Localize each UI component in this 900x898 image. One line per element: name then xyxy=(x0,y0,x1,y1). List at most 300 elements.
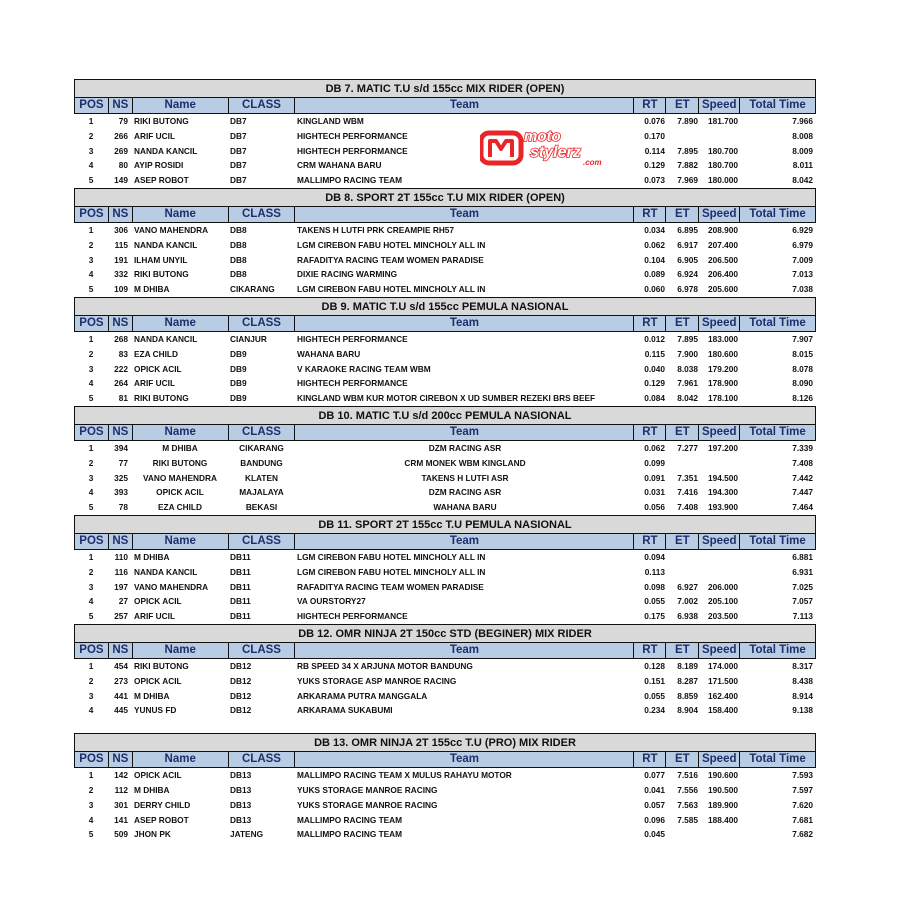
cell-class: BANDUNG xyxy=(240,457,283,468)
cell-et: 8.189 xyxy=(677,660,698,671)
table-row xyxy=(74,158,816,173)
cell-speed: 188.400 xyxy=(708,814,738,825)
cell-ns: 191 xyxy=(114,254,128,265)
cell-pos: 2 xyxy=(88,784,94,795)
cell-et: 6.917 xyxy=(677,239,698,250)
cell-total-time: 7.620 xyxy=(792,799,813,810)
cell-ns: 273 xyxy=(114,675,128,686)
column-header-class: CLASS xyxy=(229,425,296,440)
cell-rt: 0.234 xyxy=(644,705,665,716)
cell-total-time: 7.009 xyxy=(792,254,813,265)
table-row xyxy=(74,768,816,783)
cell-speed: 205.100 xyxy=(708,596,738,607)
cell-team: VA OURSTORY27 xyxy=(297,596,366,607)
cell-ns: 264 xyxy=(114,378,128,389)
cell-class: DB11 xyxy=(230,566,251,577)
column-header-pos: POS xyxy=(75,534,109,549)
column-header-class: CLASS xyxy=(229,534,296,549)
cell-rt: 0.055 xyxy=(644,690,665,701)
cell-class: BEKASI xyxy=(245,502,278,513)
table-row xyxy=(74,223,816,238)
cell-rt: 0.129 xyxy=(644,378,665,389)
cell-ns: 301 xyxy=(114,799,128,810)
cell-total-time: 7.597 xyxy=(792,784,813,795)
cell-class: DB13 xyxy=(230,784,252,795)
cell-et: 6.895 xyxy=(677,224,698,235)
column-header-speed: Speed xyxy=(699,316,740,331)
cell-ns: 149 xyxy=(114,175,128,186)
cell-total-time: 7.681 xyxy=(792,814,813,825)
cell-speed: 193.900 xyxy=(708,502,738,513)
table-row xyxy=(74,550,816,565)
cell-name: NANDA KANCIL xyxy=(134,333,198,344)
cell-pos: 4 xyxy=(88,487,94,498)
table-row xyxy=(74,689,816,704)
cell-et: 6.938 xyxy=(677,611,698,622)
column-header-name: Name xyxy=(133,643,229,658)
cell-rt: 0.089 xyxy=(644,269,665,280)
column-header-team: Team xyxy=(295,425,634,440)
cell-speed xyxy=(700,129,741,144)
cell-team: KINGLAND WBM xyxy=(297,116,364,126)
cell-class: DB12 xyxy=(230,675,252,686)
cell-et: 7.585 xyxy=(677,814,698,825)
cell-team: LGM CIREBON FABU HOTEL MINCHOLY ALL IN xyxy=(297,239,486,250)
cell-rt: 0.115 xyxy=(644,348,665,359)
cell-class: JATENG xyxy=(230,829,264,840)
cell-pos: 5 xyxy=(88,284,94,295)
cell-name: VANO MAHENDRA xyxy=(134,581,209,592)
cell-speed: 194.300 xyxy=(708,487,738,498)
cell-team: MALLIMPO RACING TEAM xyxy=(297,814,403,825)
cell-class: DB12 xyxy=(230,705,252,716)
column-header-pos: POS xyxy=(75,207,109,222)
cell-team: DZM RACING ASR xyxy=(428,442,502,453)
cell-ns: 306 xyxy=(114,224,128,235)
cell-total-time: 7.442 xyxy=(792,472,813,483)
cell-et: 6.924 xyxy=(677,269,698,280)
column-header-et: ET xyxy=(666,98,699,113)
cell-speed xyxy=(700,550,741,565)
table-row xyxy=(74,114,816,129)
cell-team: TAKENS H LUTFI PRK CREAMPIE RH57 xyxy=(297,224,455,235)
cell-class: DB8 xyxy=(230,224,247,235)
cell-rt: 0.128 xyxy=(644,660,665,671)
cell-team: ARKARAMA PUTRA MANGGALA xyxy=(297,690,428,701)
cell-ns: 112 xyxy=(114,784,128,795)
cell-team: YUKS STORAGE MANROE RACING xyxy=(297,799,438,810)
column-header-class: CLASS xyxy=(229,98,296,113)
cell-pos: 4 xyxy=(88,160,94,171)
cell-ns: 83 xyxy=(118,348,128,359)
cell-total-time: 7.339 xyxy=(792,442,813,453)
cell-ns: 268 xyxy=(114,333,128,344)
column-header-pos: POS xyxy=(75,643,109,658)
cell-speed: 180.700 xyxy=(708,145,738,156)
column-header-name: Name xyxy=(133,534,229,549)
cell-rt: 0.073 xyxy=(644,175,665,186)
cell-name: RIKI BUTONG xyxy=(134,269,189,280)
cell-speed: 203.500 xyxy=(708,611,738,622)
cell-total-time: 7.057 xyxy=(792,596,813,607)
column-header-pos: POS xyxy=(75,752,109,767)
cell-name: ARIF UCIL xyxy=(134,130,176,141)
cell-name: M DHIBA xyxy=(134,551,170,562)
cell-total-time: 7.907 xyxy=(792,333,813,344)
cell-rt: 0.057 xyxy=(644,799,665,810)
cell-pos: 3 xyxy=(88,799,94,810)
cell-team: ARKARAMA SUKABUMI xyxy=(297,705,393,716)
cell-ns: 115 xyxy=(114,239,128,250)
cell-name: NANDA KANCIL xyxy=(134,566,198,577)
cell-speed: 171.500 xyxy=(708,675,738,686)
table-row xyxy=(74,441,816,456)
column-header-team: Team xyxy=(295,316,634,331)
column-header-total-time: Total Time xyxy=(749,316,806,329)
cell-team: HIGHTECH PERFORMANCE xyxy=(297,130,408,141)
cell-total-time: 7.113 xyxy=(792,611,813,622)
cell-ns: 269 xyxy=(114,145,128,156)
cell-team: RAFADITYA RACING TEAM WOMEN PARADISE xyxy=(297,254,484,265)
cell-class: DB9 xyxy=(230,363,247,374)
cell-name: VANO MAHENDRA xyxy=(134,224,209,235)
cell-et xyxy=(667,456,700,471)
cell-name: AYIP ROSIDI xyxy=(134,160,184,171)
column-header-row xyxy=(74,315,816,332)
column-header-pos: POS xyxy=(75,98,109,113)
table-row xyxy=(74,347,816,362)
column-header-class: CLASS xyxy=(229,316,296,331)
cell-speed: 206.500 xyxy=(708,254,738,265)
cell-name: OPICK ACIL xyxy=(134,363,182,374)
cell-rt: 0.114 xyxy=(644,145,665,156)
cell-total-time: 7.464 xyxy=(792,502,813,513)
cell-name: NANDA KANCIL xyxy=(134,145,198,156)
cell-team: HIGHTECH PERFORMANCE xyxy=(297,333,408,344)
section-title: DB 9. MATIC T.U s/d 155cc PEMULA NASIONAL xyxy=(74,297,816,315)
cell-et: 8.859 xyxy=(677,690,698,701)
cell-class: CIKARANG xyxy=(230,284,275,295)
cell-et xyxy=(667,565,700,580)
table-row xyxy=(74,813,816,828)
cell-rt: 0.056 xyxy=(644,502,665,513)
results-section xyxy=(74,733,816,842)
table-row xyxy=(74,565,816,580)
cell-team: RAFADITYA RACING TEAM WOMEN PARADISE xyxy=(297,581,484,592)
cell-team: MALLIMPO RACING TEAM xyxy=(297,175,403,186)
column-header-total-time: Total Time xyxy=(749,425,806,438)
cell-total-time: 7.038 xyxy=(792,284,813,295)
cell-speed: 205.600 xyxy=(708,284,738,295)
cell-total-time: 8.317 xyxy=(792,660,813,671)
cell-speed: 178.900 xyxy=(708,378,738,389)
cell-class: CIANJUR xyxy=(230,333,267,344)
cell-ns: 78 xyxy=(118,502,128,513)
column-header-row xyxy=(74,206,816,223)
cell-team: WAHANA BARU xyxy=(297,348,361,359)
cell-et: 7.895 xyxy=(677,145,698,156)
cell-pos: 3 xyxy=(88,690,94,701)
cell-rt: 0.170 xyxy=(644,130,665,141)
cell-team: CRM MONEK WBM KINGLAND xyxy=(404,457,526,468)
cell-rt: 0.062 xyxy=(644,442,665,453)
cell-pos: 2 xyxy=(88,130,94,141)
cell-class: DB12 xyxy=(230,690,252,701)
cell-class: DB8 xyxy=(230,269,247,280)
cell-team: RB SPEED 34 X ARJUNA MOTOR BANDUNG xyxy=(297,660,473,671)
cell-et: 7.002 xyxy=(677,596,698,607)
column-header-speed: Speed xyxy=(699,425,740,440)
cell-et: 6.978 xyxy=(677,284,698,295)
column-header-total-time: Total Time xyxy=(749,753,806,766)
cell-pos: 3 xyxy=(88,145,94,156)
m-badge-icon xyxy=(481,133,521,163)
column-header-rt: RT xyxy=(634,207,666,222)
cell-speed: 189.900 xyxy=(708,799,738,810)
table-row xyxy=(74,798,816,813)
cell-et xyxy=(667,827,700,842)
table-row xyxy=(74,659,816,674)
column-header-row xyxy=(74,97,816,114)
cell-et: 7.516 xyxy=(677,770,698,781)
cell-speed: 190.600 xyxy=(708,770,738,781)
cell-team: LGM CIREBON FABU HOTEL MINCHOLY ALL IN xyxy=(297,284,486,295)
table-row xyxy=(74,362,816,377)
column-header-row xyxy=(74,642,816,659)
cell-speed: 174.000 xyxy=(708,660,738,671)
column-header-ns: NS xyxy=(109,98,133,113)
results-section xyxy=(74,624,816,718)
column-header-team: Team xyxy=(295,207,634,222)
cell-name: JHON PK xyxy=(134,829,171,840)
cell-pos: 2 xyxy=(88,348,94,359)
column-header-speed: Speed xyxy=(699,643,740,658)
cell-et: 7.351 xyxy=(677,472,698,483)
column-header-row xyxy=(74,533,816,550)
section-title: DB 10. MATIC T.U s/d 200cc PEMULA NASIONAL xyxy=(74,406,816,424)
table-row xyxy=(74,783,816,798)
column-header-rt: RT xyxy=(634,316,666,331)
cell-et xyxy=(667,129,700,144)
column-header-total-time: Total Time xyxy=(749,207,806,220)
cell-speed xyxy=(700,827,741,842)
logo-text-com: .com xyxy=(583,158,602,167)
section-title: DB 8. SPORT 2T 155cc T.U MIX RIDER (OPEN) xyxy=(74,188,816,206)
cell-et: 7.277 xyxy=(677,442,698,453)
cell-team: TAKENS H LUTFI ASR xyxy=(421,472,509,483)
column-header-team: Team xyxy=(295,98,634,113)
cell-class: DB7 xyxy=(230,145,247,156)
cell-name: RIKI BUTONG xyxy=(152,457,208,468)
column-header-ns: NS xyxy=(109,752,133,767)
cell-team: HIGHTECH PERFORMANCE xyxy=(297,378,408,389)
cell-name: ASEP ROBOT xyxy=(134,175,189,186)
column-header-name: Name xyxy=(133,207,229,222)
cell-name: OPICK ACIL xyxy=(134,675,182,686)
cell-pos: 4 xyxy=(88,378,94,389)
logo-text-stylerz: stylerz xyxy=(530,144,581,161)
cell-class: DB12 xyxy=(230,660,252,671)
cell-pos: 2 xyxy=(88,239,94,250)
column-header-team: Team xyxy=(295,534,634,549)
table-row xyxy=(74,144,816,159)
cell-class: CIKARANG xyxy=(239,442,284,453)
cell-et: 7.882 xyxy=(677,160,698,171)
cell-et: 7.408 xyxy=(677,502,698,513)
table-row xyxy=(74,238,816,253)
cell-name: OPICK ACIL xyxy=(134,596,182,607)
column-header-et: ET xyxy=(666,425,699,440)
cell-pos: 3 xyxy=(88,581,94,592)
cell-name: RIKI BUTONG xyxy=(134,116,189,126)
cell-total-time: 7.408 xyxy=(792,457,813,468)
cell-rt: 0.062 xyxy=(644,239,665,250)
cell-ns: 197 xyxy=(114,581,128,592)
table-row xyxy=(74,609,816,624)
column-header-ns: NS xyxy=(109,534,133,549)
cell-ns: 332 xyxy=(114,269,128,280)
column-header-speed: Speed xyxy=(699,752,740,767)
section-title: DB 7. MATIC T.U s/d 155cc MIX RIDER (OPEN) xyxy=(74,79,816,97)
cell-total-time: 6.979 xyxy=(792,239,813,250)
cell-rt: 0.045 xyxy=(644,829,665,840)
cell-speed: 181.700 xyxy=(708,116,738,126)
cell-class: DB11 xyxy=(230,596,251,607)
cell-total-time: 6.881 xyxy=(792,551,813,562)
cell-class: DB11 xyxy=(230,611,251,622)
cell-ns: 142 xyxy=(114,770,128,781)
cell-rt: 0.040 xyxy=(644,363,665,374)
cell-name: YUNUS FD xyxy=(134,705,177,716)
cell-total-time: 7.682 xyxy=(792,829,813,840)
results-section xyxy=(74,406,816,515)
results-section xyxy=(74,79,816,188)
cell-total-time: 9.138 xyxy=(792,705,813,716)
cell-class: DB7 xyxy=(230,160,247,171)
cell-ns: 454 xyxy=(114,660,128,671)
cell-et: 7.416 xyxy=(677,487,698,498)
column-header-pos: POS xyxy=(75,316,109,331)
cell-pos: 5 xyxy=(88,502,94,513)
cell-team: WAHANA BARU xyxy=(433,502,497,513)
table-row xyxy=(74,827,816,842)
cell-speed: 178.100 xyxy=(708,393,738,404)
cell-name: EZA CHILD xyxy=(158,502,202,513)
cell-pos: 1 xyxy=(88,551,94,562)
cell-rt: 0.060 xyxy=(644,284,665,295)
column-header-name: Name xyxy=(133,98,229,113)
section-spacer xyxy=(74,718,816,733)
cell-team: HIGHTECH PERFORMANCE xyxy=(297,145,408,156)
cell-class: DB9 xyxy=(230,393,247,404)
cell-speed: 162.400 xyxy=(708,690,738,701)
motostylerz-logo xyxy=(480,125,606,167)
cell-speed: 206.000 xyxy=(708,581,738,592)
column-header-et: ET xyxy=(666,207,699,222)
cell-total-time: 6.929 xyxy=(792,224,813,235)
cell-class: DB9 xyxy=(230,378,247,389)
section-title: DB 12. OMR NINJA 2T 150cc STD (BEGINER) MIX RIDER xyxy=(74,624,816,642)
cell-name: DERRY CHILD xyxy=(134,799,191,810)
column-header-ns: NS xyxy=(109,316,133,331)
cell-et: 6.905 xyxy=(677,254,698,265)
column-header-row xyxy=(74,751,816,768)
column-header-total-time: Total Time xyxy=(749,643,806,656)
results-section xyxy=(74,515,816,624)
column-header-et: ET xyxy=(666,752,699,767)
cell-class: DB7 xyxy=(230,116,247,126)
cell-team: DIXIE RACING WARMING xyxy=(297,269,398,280)
cell-rt: 0.094 xyxy=(644,551,665,562)
column-header-name: Name xyxy=(133,752,229,767)
cell-name: NANDA KANCIL xyxy=(134,239,198,250)
cell-team: HIGHTECH PERFORMANCE xyxy=(297,611,408,622)
column-header-speed: Speed xyxy=(699,534,740,549)
table-row xyxy=(74,580,816,595)
column-header-name: Name xyxy=(133,316,229,331)
cell-rt: 0.099 xyxy=(644,457,665,468)
cell-rt: 0.098 xyxy=(644,581,665,592)
cell-ns: 441 xyxy=(114,690,128,701)
cell-pos: 5 xyxy=(88,611,94,622)
cell-total-time: 8.009 xyxy=(792,145,813,156)
cell-pos: 1 xyxy=(88,770,94,781)
cell-total-time: 8.042 xyxy=(792,175,813,186)
cell-class: DB9 xyxy=(230,348,247,359)
cell-name: M DHIBA xyxy=(162,442,198,453)
table-row xyxy=(74,391,816,406)
cell-ns: 509 xyxy=(114,829,128,840)
cell-et: 8.038 xyxy=(677,363,698,374)
cell-ns: 141 xyxy=(114,814,128,825)
table-row xyxy=(74,267,816,282)
column-header-row xyxy=(74,424,816,441)
cell-ns: 80 xyxy=(118,160,128,171)
cell-total-time: 7.447 xyxy=(792,487,813,498)
cell-pos: 1 xyxy=(88,333,94,344)
table-row xyxy=(74,173,816,188)
cell-et: 7.969 xyxy=(677,175,698,186)
cell-rt: 0.129 xyxy=(644,160,665,171)
cell-total-time: 8.126 xyxy=(792,393,813,404)
column-header-team: Team xyxy=(295,752,634,767)
cell-ns: 79 xyxy=(118,116,128,126)
results-document xyxy=(74,79,816,842)
cell-class: MAJALAYA xyxy=(239,487,284,498)
column-header-speed: Speed xyxy=(699,207,740,222)
cell-speed: 180.600 xyxy=(708,348,738,359)
cell-ns: 325 xyxy=(114,472,128,483)
cell-class: DB7 xyxy=(230,175,247,186)
cell-speed: 179.200 xyxy=(708,363,738,374)
column-header-ns: NS xyxy=(109,643,133,658)
cell-total-time: 7.013 xyxy=(792,269,813,280)
column-header-class: CLASS xyxy=(229,752,296,767)
cell-class: KLATEN xyxy=(244,472,279,483)
cell-ns: 109 xyxy=(114,284,128,295)
cell-et: 8.042 xyxy=(677,393,698,404)
column-header-total-time: Total Time xyxy=(749,534,806,547)
cell-team: KINGLAND WBM KUR MOTOR CIREBON X UD SUMBER REZEKI BRS BEEF xyxy=(297,393,596,404)
cell-total-time: 6.931 xyxy=(792,566,813,577)
cell-rt: 0.096 xyxy=(644,814,665,825)
cell-ns: 393 xyxy=(114,487,128,498)
cell-et: 7.895 xyxy=(677,333,698,344)
cell-rt: 0.031 xyxy=(644,487,665,498)
cell-pos: 2 xyxy=(88,675,94,686)
cell-pos: 5 xyxy=(88,175,94,186)
cell-rt: 0.175 xyxy=(644,611,665,622)
